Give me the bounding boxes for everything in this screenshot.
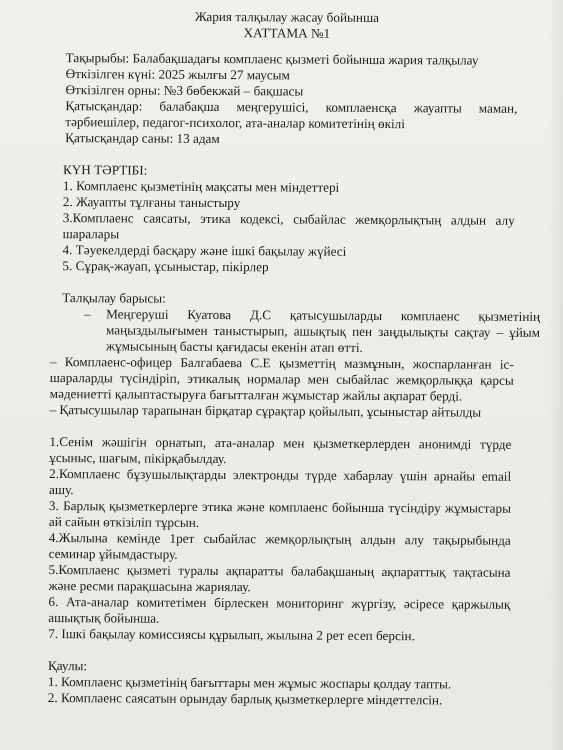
meta-block <box>65 50 552 149</box>
bullet-dash: – <box>84 306 91 322</box>
meta-participants: Қатысқандар: балабақша меңгерушісі, комплаенсқа жауапты маман, тәрбиешілер, педагог-психолог, ата-аналар комитетінің өкілі <box>65 98 518 132</box>
document-content <box>48 8 552 709</box>
document-title: ХАТТАМА №1 <box>243 25 331 41</box>
discussion-bullet <box>84 306 550 357</box>
proposal-item: 3. Барлық қызметкерлерге этика және комплаенс бойынша түсіндіру жұмыстары ай сайын өткізіліп тұрсын. <box>48 497 511 530</box>
discussion-block <box>49 290 550 421</box>
meta-count: Қатысқандар саны: 13 адам <box>65 130 220 147</box>
header-subtitle: Жария талқылау жасау бойынша <box>194 8 380 25</box>
proposal-item: 4.Жылына кемінде 1рет сыбайлас жемқорлықтың алдын алу тақырыбында семинар ұйымдастыру. <box>48 529 511 562</box>
decision-title: Қаулы: <box>47 657 88 674</box>
decision-block <box>48 658 548 709</box>
agenda-title: КҮН ТӘРТІБІ: <box>62 162 148 178</box>
agenda-item: 1. Комплаенс қызметінің мақсаты мен міндеттері <box>62 178 340 195</box>
discussion-item: – Комплаенс-офицер Балгабаева С.Е қызметтің мазмұнын, жоспарланған іс-шараларды түсіндіріп, этикалық нормалар мен сыбайлас жемқорлыққа қарсы мәдениетті қалыптастыруға бағытталған жұмыстар жайлы ақпарат берді. <box>49 353 514 404</box>
proposal-item: 7. Ішкі бақылау комиссиясы құрылып, жылына 2 рет есеп берсін. <box>48 625 415 644</box>
decision-item: 2. Комплаенс саясатын орындау барлық қызметкерлерге міндеттелсін. <box>47 689 443 708</box>
meta-topic: Тақырыбы: Балабақшадағы комплаенс қызметі бойынша жария талқылау <box>65 50 479 68</box>
proposals-block <box>48 434 511 645</box>
decision-item: 1. Комплаенс қызметінің бағыттары мен жұмыс жоспары қолдау тапты. <box>47 673 452 692</box>
discussion-bullet-text: Меңгеруші Куатова Д.С қатысушыларды комплаенс қызметінің маңыздылығымен таныстырып, ашықтық пен заңдылықты сақтау – ұйым жұмысының басты қағидасы екенін атап өтті. <box>105 306 541 355</box>
agenda-item: 5. Сұрақ-жауап, ұсыныстар, пікірлер <box>62 258 269 275</box>
proposal-item: 5.Комплаенс қызметі туралы ақпаратты балабақшаның ақпараттық тақтасына және ресми парақшасына жариялау. <box>48 561 511 595</box>
meta-place: Өткізілген орны: №3 бөбекжай – бақшасы <box>65 82 304 99</box>
meta-date: Өткізілген күні: 2025 жылғы 27 маусым <box>65 66 290 83</box>
discussion-title: Талқылау барысы: <box>62 290 166 306</box>
proposal-item: 6. Ата-аналар комитетімен бірлескен мониторинг жүргізу, әсіресе қаржылық ашықтық бойынша. <box>48 593 511 626</box>
discussion-item: – Қатысушылар тарапынан бірқатар сұрақтар қойылып, ұсыныстар айтылды <box>49 401 482 420</box>
agenda-block <box>62 162 551 277</box>
agenda-item: 3.Комплаенс саясаты, этика кодексі, сыбайлас жемқорлықтың алдын алу шаралары <box>62 210 515 242</box>
proposal-item: 2.Комплаенс бұзушылықтарды электронды түрде хабарлау үшін арнайы email ашу. <box>49 465 512 498</box>
agenda-item: 4. Тәуекелдерді басқару және ішкі бақылау жүйесі <box>62 242 347 259</box>
agenda-item: 2. Жауапты тұлғаны таныстыру <box>62 194 241 211</box>
proposal-item: 1.Сенім жәшігін орнатып, ата-аналар мен қызметкерлерден анонимді түрде ұсыныс, шағым, пікірқабылдау. <box>49 433 512 467</box>
